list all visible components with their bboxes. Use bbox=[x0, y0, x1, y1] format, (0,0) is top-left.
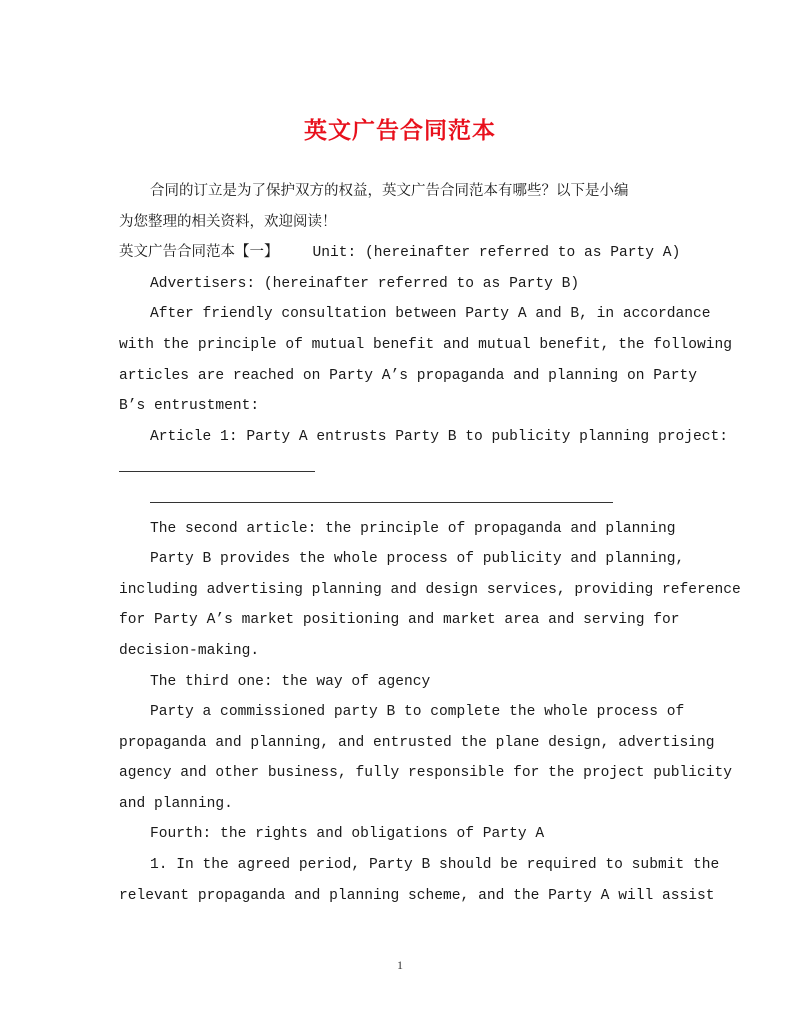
article-4-heading: Fourth: the rights and obligations of Party A bbox=[150, 826, 545, 843]
article-1: Article 1: Party A entrusts Party B to publicity planning project: bbox=[150, 428, 729, 445]
paragraph-line: including advertising planning and design services, providing reference bbox=[119, 581, 741, 598]
intro-paragraph-line: 合同的订立是为了保护双方的权益，英文广告合同范本有哪些？以下是小编 bbox=[150, 183, 629, 199]
section-heading: 英文广告合同范本【一】 bbox=[119, 244, 279, 261]
advertisers-line: Advertisers: (hereinafter referred to as Party B) bbox=[150, 275, 580, 292]
article-2-heading: The second article: the principle of propaganda and planning bbox=[150, 520, 676, 537]
paragraph-line: relevant propaganda and planning scheme, and the Party A will assist bbox=[119, 887, 715, 904]
paragraph-line: propaganda and planning, and entrusted the plane design, advertising bbox=[119, 734, 715, 751]
section-heading-row bbox=[119, 237, 685, 269]
paragraph-line: for Party A’s market positioning and market area and serving for bbox=[119, 612, 680, 629]
unit-line: Unit: (hereinafter referred to as Party A) bbox=[312, 245, 681, 262]
blank-rule bbox=[119, 471, 315, 472]
paragraph-line: Party a commissioned party B to complete the whole process of bbox=[150, 704, 685, 721]
intro-paragraph-line: 为您整理的相关资料，欢迎阅读！ bbox=[119, 213, 337, 230]
article-3-heading: The third one: the way of agency bbox=[150, 673, 431, 690]
paragraph-line: agency and other business, fully responsible for the project publicity bbox=[119, 765, 733, 782]
fill-in-blank-short bbox=[119, 452, 685, 483]
paragraph-line: and planning. bbox=[119, 795, 233, 812]
fill-in-blank-long bbox=[119, 483, 685, 514]
paragraph-line: decision-making. bbox=[119, 642, 260, 659]
paragraph-line: B’s entrustment: bbox=[119, 398, 260, 415]
paragraph-line: articles are reached on Party A’s propaganda and planning on Party bbox=[119, 367, 698, 384]
document-title: 英文广告合同范本 bbox=[304, 117, 496, 144]
paragraph-line: Party B provides the whole process of publicity and planning, bbox=[150, 551, 685, 568]
blank-rule bbox=[150, 502, 613, 503]
page-number: 1 bbox=[397, 958, 403, 972]
document-body bbox=[119, 176, 741, 911]
paragraph-line: 1. In the agreed period, Party B should be required to submit the bbox=[150, 857, 720, 874]
paragraph-line: After friendly consultation between Party A and B, in accordance bbox=[150, 306, 711, 323]
paragraph-line: with the principle of mutual benefit and mutual benefit, the following bbox=[119, 336, 733, 353]
